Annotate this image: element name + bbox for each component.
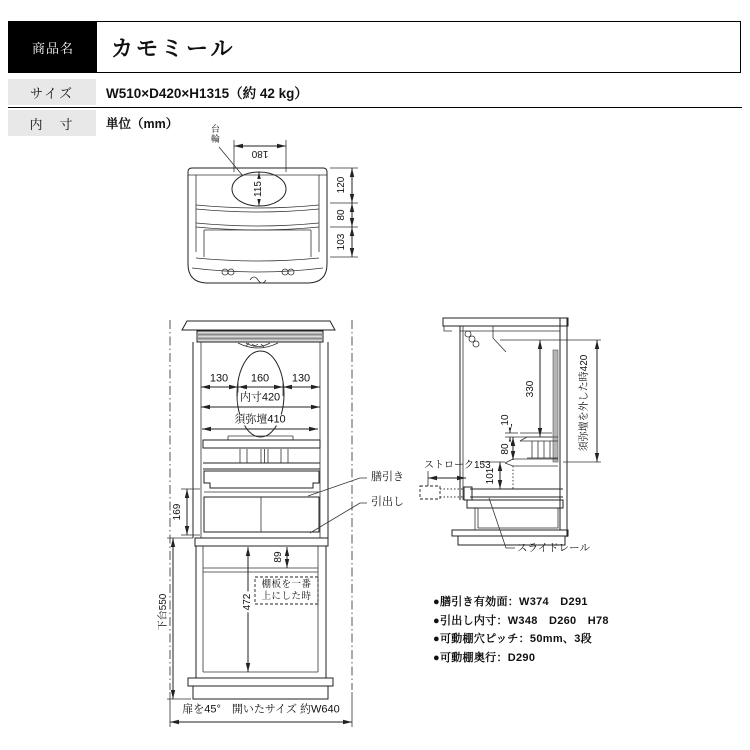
shumidan-width-label: 須弥壇410: [234, 413, 286, 426]
dim-10: 10: [500, 414, 511, 426]
dim-472: 472: [242, 593, 253, 611]
shelf-position-note: [255, 577, 318, 604]
tray-label: 膳引き: [371, 471, 404, 483]
dim-120: 120: [336, 176, 347, 194]
side-view-lines: [420, 318, 601, 548]
spec-item-drawer: ●引出し内寸：W348 D260 H78: [433, 614, 609, 627]
dim-103: 103: [336, 233, 347, 251]
dim-330: 330: [525, 380, 536, 398]
lower-height-label: 下台550: [158, 593, 169, 631]
spec-list: [433, 593, 609, 667]
dim-130-left: 130: [209, 372, 229, 385]
dim-180: 180: [251, 148, 269, 159]
shelf-note-line2: 上にした時: [261, 590, 312, 602]
top-view-part-label: 台輪: [210, 124, 220, 144]
inner-dim-label: 内 寸: [8, 110, 96, 136]
spec-item-shelf-depth: ●可動棚奥行：D290: [433, 651, 536, 664]
product-name-value: カモミール: [111, 35, 236, 61]
slide-rail-label: スライドレール: [517, 542, 590, 554]
top-view-lines: [188, 140, 358, 283]
dim-160: 160: [250, 372, 270, 385]
dim-115: 115: [253, 181, 264, 197]
spec-item-shelf-pitch: ●可動棚穴ピッチ：50mm、3段: [433, 633, 592, 645]
dim-101: 101: [485, 467, 496, 485]
dim-80-top: 80: [336, 209, 347, 221]
spec-item-tray: ●膳引き有効面：W374 D291: [433, 596, 588, 608]
dim-169: 169: [172, 503, 183, 521]
size-label: サイズ: [8, 79, 96, 105]
removed-shumidan-note: 須弥壇を外した時420: [579, 354, 590, 452]
shelf-note-line1: 棚板を一番: [261, 578, 312, 590]
inner-width-label: 内寸420: [239, 391, 281, 404]
unit-note: 単位（mm）: [106, 117, 179, 131]
size-value: W510×D420×H1315（約 42 kg）: [106, 86, 308, 101]
dim-80-side: 80: [500, 443, 511, 455]
opened-width-note: 扉を45° 開いたサイズ 約W640: [182, 703, 340, 716]
dim-89: 89: [273, 551, 284, 563]
drawer-label: 引出し: [371, 496, 404, 508]
dim-130-right: 130: [291, 372, 311, 385]
product-name-label: 商品名: [9, 22, 97, 72]
stroke-label: ストローク153: [424, 460, 491, 471]
